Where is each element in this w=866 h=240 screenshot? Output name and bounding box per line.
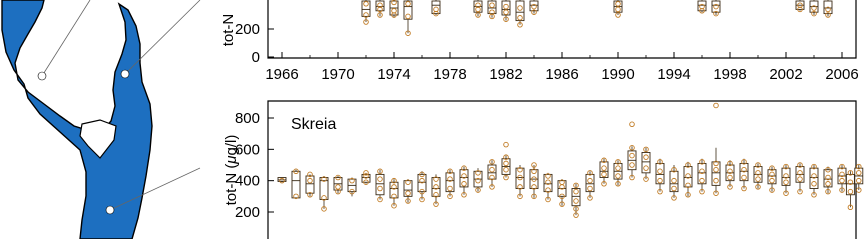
box-2004 <box>810 164 818 197</box>
box-1997 <box>712 0 720 16</box>
box-2000 <box>754 163 762 190</box>
box-1978 <box>446 169 454 199</box>
box-1982 <box>502 0 510 22</box>
box-1970 <box>334 175 342 194</box>
box-body <box>404 1 412 19</box>
box-body <box>516 1 524 21</box>
sampling-site-marker <box>121 70 129 78</box>
box-1995 <box>684 162 692 197</box>
x-tick-label: 1966 <box>265 66 299 83</box>
box-2006.6 <box>846 171 854 210</box>
box-body <box>642 152 650 172</box>
x-tick-label: 1986 <box>545 66 579 83</box>
x-tick-label: 1970 <box>321 66 355 83</box>
box-1988 <box>586 171 594 201</box>
bottom-y-tick-label: 800 <box>234 110 260 127</box>
box-1990 <box>614 160 622 187</box>
box-1983 <box>516 165 524 199</box>
panel-title: Skreia <box>291 116 337 133</box>
box-2004 <box>810 0 818 16</box>
bottom-y-tick-label: 600 <box>234 141 260 159</box>
box-2002 <box>782 164 790 195</box>
box-1979 <box>460 166 468 197</box>
lake-outline <box>2 0 152 239</box>
box-1975 <box>404 0 412 36</box>
bottom-panel <box>223 101 863 239</box>
box-2001 <box>768 166 776 193</box>
box-body <box>502 1 510 15</box>
site-leader-line-1 <box>42 0 90 76</box>
box-1981 <box>488 160 496 190</box>
box-1980 <box>474 0 482 17</box>
top-y-axis-label: tot-N <box>220 13 237 47</box>
box-1991 <box>628 122 636 180</box>
top-y-tick-label: 0 <box>251 49 260 66</box>
box-1985 <box>544 173 552 202</box>
data-point <box>630 122 635 127</box>
box-1969 <box>320 176 328 211</box>
top-y-tick-label: 200 <box>234 21 260 38</box>
box-body <box>600 162 608 178</box>
box-2005 <box>824 167 832 194</box>
data-point <box>714 103 719 108</box>
x-tick-label: 1994 <box>657 66 691 83</box>
x-tick-label: 2002 <box>769 66 803 83</box>
box-body <box>670 171 678 191</box>
box-1993 <box>656 159 664 194</box>
box-1992 <box>642 147 650 181</box>
box-1973 <box>376 169 384 202</box>
sampling-site-marker <box>106 206 114 214</box>
box-body <box>516 168 524 188</box>
box-1998 <box>726 160 734 189</box>
box-1981 <box>488 0 496 19</box>
box-1972 <box>362 0 370 24</box>
box-1989 <box>600 158 608 186</box>
box-body <box>404 181 412 197</box>
box-1986 <box>558 179 566 206</box>
box-1968 <box>306 172 314 197</box>
box-body <box>376 174 384 194</box>
x-tick-label: 1998 <box>713 66 747 83</box>
x-tick-label: 2006 <box>825 66 859 83</box>
box-1974 <box>390 178 398 208</box>
box-1984 <box>530 0 538 15</box>
bottom-y-tick-label: 400 <box>234 172 260 190</box>
box-1980 <box>474 168 482 192</box>
box-2003 <box>796 0 804 12</box>
box-1975 <box>404 179 412 203</box>
box-1996 <box>698 159 706 194</box>
box-1984 <box>530 163 538 199</box>
box-1966 <box>278 178 286 183</box>
box-1982 <box>502 142 510 180</box>
box-2006 <box>838 164 846 192</box>
box-1987 <box>572 183 580 217</box>
box-1994 <box>670 165 678 200</box>
box-2005 <box>824 0 832 17</box>
box-body <box>446 173 454 192</box>
lake-map <box>2 0 200 239</box>
box-1973 <box>376 0 384 17</box>
x-tick-label: 1990 <box>601 66 635 83</box>
box-1972 <box>362 171 370 185</box>
box-body <box>712 1 720 12</box>
box-body <box>684 167 692 187</box>
box-1971 <box>348 178 356 197</box>
box-body <box>362 1 370 16</box>
bottom-y-axis-label: tot-N (μg/l) <box>223 134 240 206</box>
box-1983 <box>516 0 524 27</box>
box-1990 <box>614 0 622 17</box>
box-1976 <box>418 171 426 202</box>
box-1996 <box>698 0 706 13</box>
x-tick-label: 1974 <box>377 66 411 83</box>
bottom-y-tick-label: 200 <box>234 204 260 221</box>
data-point <box>504 142 509 147</box>
box-body <box>544 174 552 191</box>
box-1997 <box>712 103 720 195</box>
box-1977 <box>432 174 440 206</box>
box-1974 <box>390 0 398 18</box>
box-2003 <box>796 163 804 194</box>
box-body <box>432 178 440 197</box>
x-tick-label: 1982 <box>489 66 523 83</box>
sampling-site-marker <box>38 72 46 80</box>
top-panel <box>220 0 859 83</box>
x-tick-label: 1978 <box>433 66 467 83</box>
box-1999 <box>740 159 748 191</box>
box-body <box>782 168 790 185</box>
top-panel-frame <box>268 0 856 58</box>
box-1977 <box>432 0 440 16</box>
box-1967 <box>292 169 300 199</box>
